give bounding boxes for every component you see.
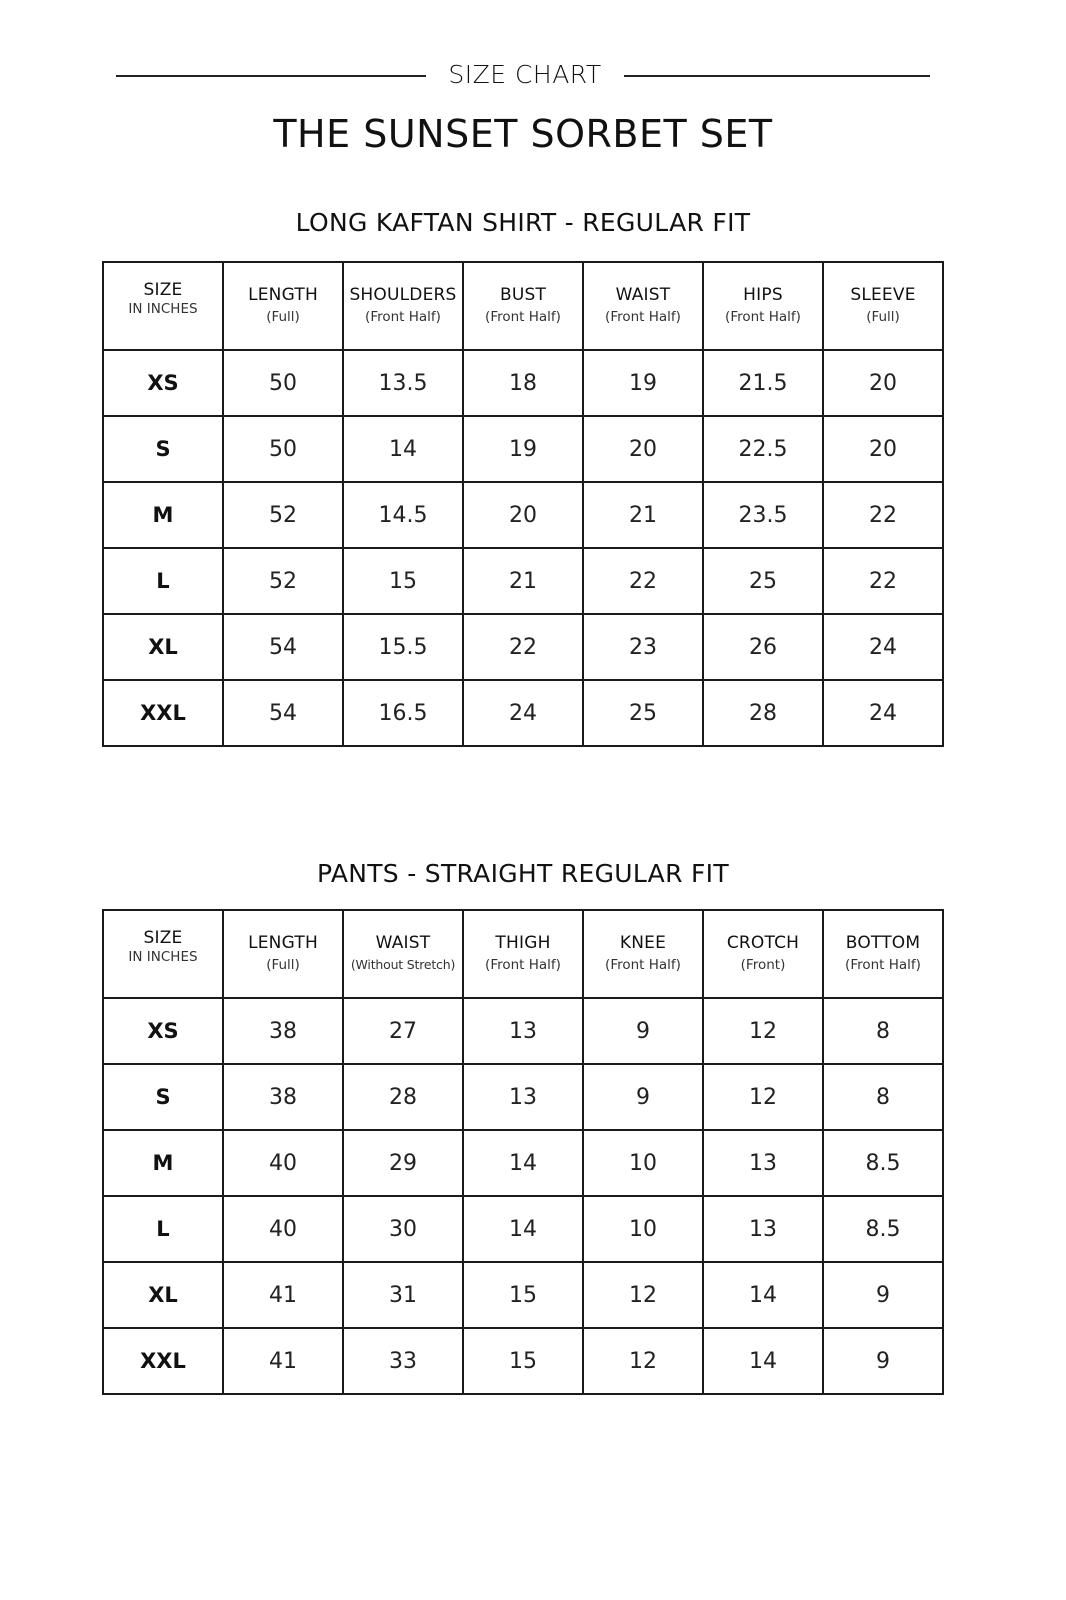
table-cell: 15 bbox=[463, 1262, 583, 1328]
column-title: BUST bbox=[499, 285, 547, 305]
column-header-size bbox=[103, 910, 223, 998]
table-cell: 15 bbox=[463, 1328, 583, 1394]
table-header-row bbox=[103, 910, 943, 998]
table-cell: 9 bbox=[583, 998, 703, 1064]
column-subtitle: IN INCHES bbox=[128, 949, 198, 965]
table-cell: 30 bbox=[343, 1196, 463, 1262]
size-cell: L bbox=[103, 1196, 223, 1262]
column-title: THIGH bbox=[495, 933, 551, 953]
table-cell: 9 bbox=[823, 1262, 943, 1328]
size-cell: S bbox=[103, 416, 223, 482]
column-subtitle: (Front Half) bbox=[845, 957, 921, 973]
table-cell: 50 bbox=[223, 416, 343, 482]
column-header-waist bbox=[343, 910, 463, 998]
size-cell: XS bbox=[103, 998, 223, 1064]
header-divider-right bbox=[624, 75, 930, 77]
table-cell: 41 bbox=[223, 1328, 343, 1394]
column-header-hips bbox=[703, 262, 823, 350]
table-cell: 15 bbox=[343, 548, 463, 614]
table-row bbox=[103, 1328, 943, 1394]
column-subtitle: (Front Half) bbox=[485, 957, 561, 973]
table-cell: 23 bbox=[583, 614, 703, 680]
column-header-length bbox=[223, 910, 343, 998]
table-cell: 20 bbox=[823, 416, 943, 482]
table-cell: 25 bbox=[583, 680, 703, 746]
table-cell: 8.5 bbox=[823, 1196, 943, 1262]
column-title: BOTTOM bbox=[845, 933, 921, 953]
table-cell: 23.5 bbox=[703, 482, 823, 548]
column-header-crotch bbox=[703, 910, 823, 998]
column-subtitle: (Without Stretch) bbox=[350, 957, 456, 972]
size-cell: L bbox=[103, 548, 223, 614]
table-cell: 22 bbox=[823, 482, 943, 548]
table-cell: 10 bbox=[583, 1130, 703, 1196]
table-row bbox=[103, 548, 943, 614]
table-cell: 18 bbox=[463, 350, 583, 416]
table-cell: 22 bbox=[463, 614, 583, 680]
column-title: WAIST bbox=[375, 933, 431, 953]
table-cell: 52 bbox=[223, 548, 343, 614]
column-header-length bbox=[223, 262, 343, 350]
table-cell: 14 bbox=[343, 416, 463, 482]
column-title: SLEEVE bbox=[850, 285, 916, 305]
column-header-size bbox=[103, 262, 223, 350]
table-cell: 22.5 bbox=[703, 416, 823, 482]
size-cell: M bbox=[103, 482, 223, 548]
size-cell: XL bbox=[103, 614, 223, 680]
size-chart-label: SIZE CHART bbox=[448, 60, 602, 89]
size-cell: XS bbox=[103, 350, 223, 416]
table-row bbox=[103, 416, 943, 482]
table-cell: 8 bbox=[823, 998, 943, 1064]
header-divider-left bbox=[116, 75, 426, 77]
table-cell: 8 bbox=[823, 1064, 943, 1130]
table-cell: 24 bbox=[823, 614, 943, 680]
table-cell: 50 bbox=[223, 350, 343, 416]
table-cell: 12 bbox=[583, 1262, 703, 1328]
column-header-waist bbox=[583, 262, 703, 350]
column-subtitle: IN INCHES bbox=[128, 301, 198, 317]
column-title: HIPS bbox=[743, 285, 783, 305]
table-cell: 28 bbox=[703, 680, 823, 746]
column-title: CROTCH bbox=[726, 933, 800, 953]
table-cell: 29 bbox=[343, 1130, 463, 1196]
column-title: SIZE bbox=[143, 928, 183, 948]
column-subtitle: (Full) bbox=[266, 957, 300, 973]
column-header-knee bbox=[583, 910, 703, 998]
table-header-row bbox=[103, 262, 943, 350]
table-cell: 24 bbox=[463, 680, 583, 746]
table-cell: 52 bbox=[223, 482, 343, 548]
size-cell: M bbox=[103, 1130, 223, 1196]
table-cell: 13.5 bbox=[343, 350, 463, 416]
table-cell: 14 bbox=[703, 1262, 823, 1328]
page-title: THE SUNSET SORBET SET bbox=[273, 112, 773, 156]
column-title: SHOULDERS bbox=[349, 285, 457, 305]
table-cell: 27 bbox=[343, 998, 463, 1064]
column-subtitle: (Front Half) bbox=[605, 309, 681, 325]
pants-size-table bbox=[102, 909, 944, 1395]
table-row bbox=[103, 1130, 943, 1196]
table-cell: 12 bbox=[703, 998, 823, 1064]
table-cell: 25 bbox=[703, 548, 823, 614]
column-subtitle: (Front) bbox=[740, 957, 786, 973]
table-row bbox=[103, 1262, 943, 1328]
table-cell: 13 bbox=[463, 1064, 583, 1130]
column-subtitle: (Full) bbox=[866, 309, 900, 325]
table-cell: 54 bbox=[223, 680, 343, 746]
column-header-shoulders bbox=[343, 262, 463, 350]
table-cell: 24 bbox=[823, 680, 943, 746]
column-title: KNEE bbox=[619, 933, 667, 953]
column-header-thigh bbox=[463, 910, 583, 998]
table-cell: 15.5 bbox=[343, 614, 463, 680]
table-row bbox=[103, 1064, 943, 1130]
size-cell: S bbox=[103, 1064, 223, 1130]
column-title: SIZE bbox=[143, 280, 183, 300]
column-subtitle: (Full) bbox=[266, 309, 300, 325]
size-cell: XXL bbox=[103, 680, 223, 746]
table-cell: 16.5 bbox=[343, 680, 463, 746]
table-cell: 19 bbox=[583, 350, 703, 416]
table-cell: 22 bbox=[823, 548, 943, 614]
table-cell: 21 bbox=[463, 548, 583, 614]
table-cell: 14 bbox=[463, 1130, 583, 1196]
table-cell: 9 bbox=[823, 1328, 943, 1394]
table-cell: 31 bbox=[343, 1262, 463, 1328]
column-header-sleeve bbox=[823, 262, 943, 350]
table-cell: 33 bbox=[343, 1328, 463, 1394]
table-cell: 20 bbox=[583, 416, 703, 482]
size-cell: XL bbox=[103, 1262, 223, 1328]
table-cell: 38 bbox=[223, 1064, 343, 1130]
table-row bbox=[103, 1196, 943, 1262]
table-cell: 12 bbox=[703, 1064, 823, 1130]
table-cell: 9 bbox=[583, 1064, 703, 1130]
table-cell: 40 bbox=[223, 1130, 343, 1196]
column-subtitle: (Front Half) bbox=[365, 309, 441, 325]
table-cell: 13 bbox=[703, 1196, 823, 1262]
column-subtitle: (Front Half) bbox=[485, 309, 561, 325]
table-cell: 14.5 bbox=[343, 482, 463, 548]
table-cell: 38 bbox=[223, 998, 343, 1064]
table-cell: 20 bbox=[463, 482, 583, 548]
table-cell: 28 bbox=[343, 1064, 463, 1130]
table-cell: 21 bbox=[583, 482, 703, 548]
table-row bbox=[103, 350, 943, 416]
table-cell: 26 bbox=[703, 614, 823, 680]
table-cell: 14 bbox=[463, 1196, 583, 1262]
table-cell: 21.5 bbox=[703, 350, 823, 416]
table-cell: 40 bbox=[223, 1196, 343, 1262]
table-cell: 20 bbox=[823, 350, 943, 416]
table-row bbox=[103, 614, 943, 680]
table-cell: 13 bbox=[463, 998, 583, 1064]
column-title: LENGTH bbox=[248, 285, 318, 305]
kaftan-shirt-section-title: LONG KAFTAN SHIRT - REGULAR FIT bbox=[295, 208, 751, 237]
table-cell: 14 bbox=[703, 1328, 823, 1394]
table-row bbox=[103, 680, 943, 746]
table-cell: 10 bbox=[583, 1196, 703, 1262]
pants-section-title: PANTS - STRAIGHT REGULAR FIT bbox=[317, 859, 729, 888]
table-cell: 41 bbox=[223, 1262, 343, 1328]
column-subtitle: (Front Half) bbox=[725, 309, 801, 325]
column-subtitle: (Front Half) bbox=[605, 957, 681, 973]
table-cell: 54 bbox=[223, 614, 343, 680]
table-row bbox=[103, 998, 943, 1064]
column-header-bust bbox=[463, 262, 583, 350]
table-cell: 8.5 bbox=[823, 1130, 943, 1196]
column-title: WAIST bbox=[615, 285, 671, 305]
table-cell: 22 bbox=[583, 548, 703, 614]
table-cell: 12 bbox=[583, 1328, 703, 1394]
column-title: LENGTH bbox=[248, 933, 318, 953]
table-cell: 19 bbox=[463, 416, 583, 482]
table-cell: 13 bbox=[703, 1130, 823, 1196]
size-cell: XXL bbox=[103, 1328, 223, 1394]
table-row bbox=[103, 482, 943, 548]
kaftan-shirt-size-table bbox=[102, 261, 944, 747]
column-header-bottom bbox=[823, 910, 943, 998]
